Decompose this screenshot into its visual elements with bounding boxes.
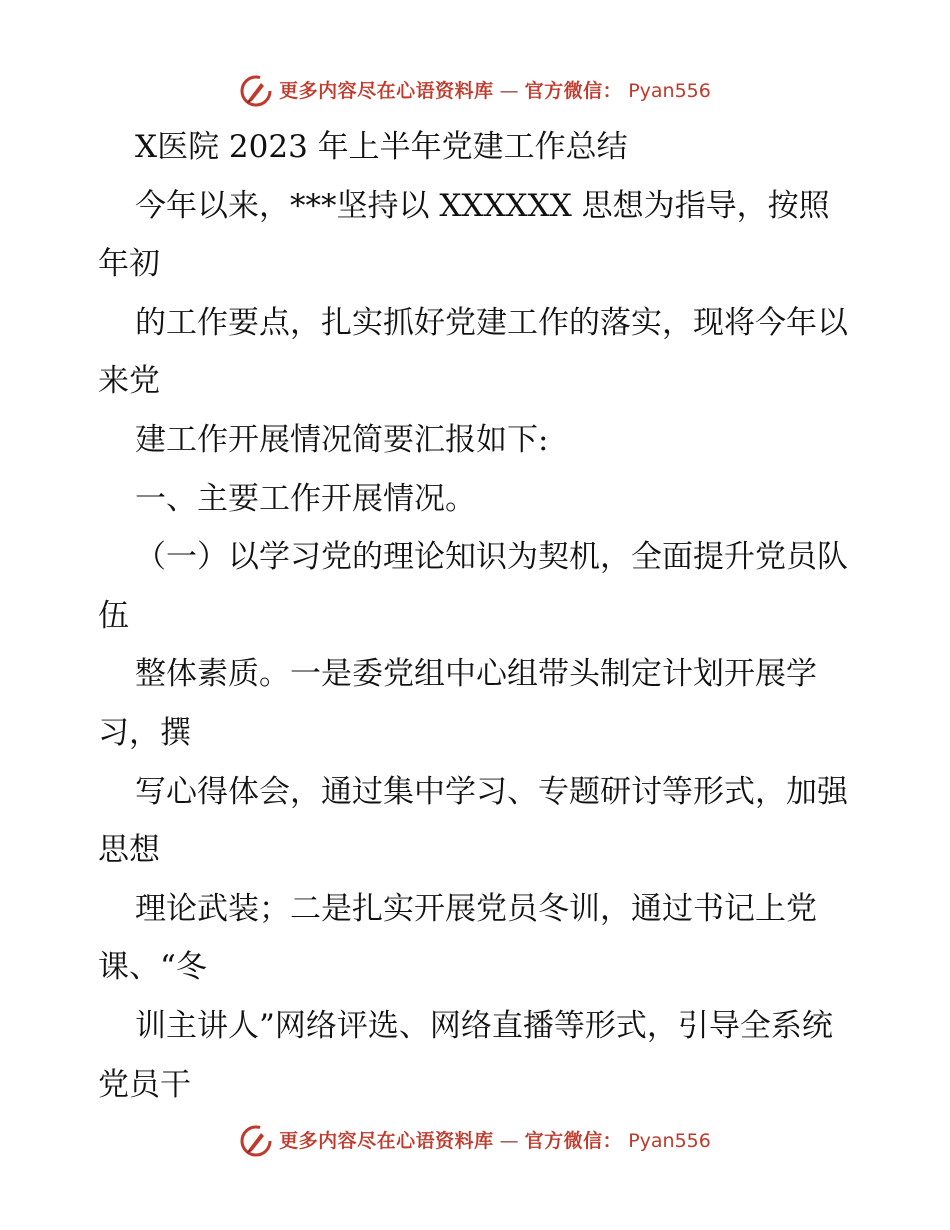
watermark-text: 更多内容尽在心语资料库 (279, 80, 494, 102)
watermark-account: Pyan556 (628, 80, 711, 102)
paragraph-7: 理论武装；二是扎实开展党员冬训，通过书记上党课、“冬 (98, 890, 817, 986)
paragraph-6: 写心得体会，通过集中学习、专题研讨等形式，加强思想 (98, 773, 848, 869)
paragraph-1: 今年以来，***坚持以 XXXXXX 思想为指导，按照年初 (98, 187, 830, 283)
watermark-header (0, 74, 950, 108)
paragraph-2: 的工作要点，扎实抓好党建工作的落实，现将今年以来党 (98, 304, 848, 400)
watermark-official-label: 官方微信： (524, 1130, 623, 1152)
paragraph-8: 训主讲人”网络评选、网络直播等形式，引导全系统党员干 (98, 1007, 833, 1103)
quill-pen-icon (239, 74, 273, 108)
quill-pen-icon (239, 1124, 273, 1158)
watermark-text: 更多内容尽在心语资料库 (279, 1130, 494, 1152)
section-heading-1: 一、主要工作开展情况。 (135, 480, 476, 517)
watermark-separator: — (499, 80, 519, 102)
watermark-account: Pyan556 (628, 1130, 711, 1152)
paragraph-3: 建工作开展情况简要汇报如下: (135, 421, 549, 458)
paragraph-5: 整体素质。一是委党组中心组带头制定计划开展学习，撰 (98, 656, 817, 751)
subsection-heading-1: （一）以学习党的理论知识为契机，全面提升党员队伍 (98, 539, 848, 634)
document-title: X医院 2023 年上半年党建工作总结 (135, 129, 628, 165)
watermark-footer (0, 1124, 950, 1158)
watermark-separator: — (499, 1130, 519, 1152)
watermark-official-label: 官方微信： (524, 80, 623, 102)
document-body (98, 118, 858, 1114)
